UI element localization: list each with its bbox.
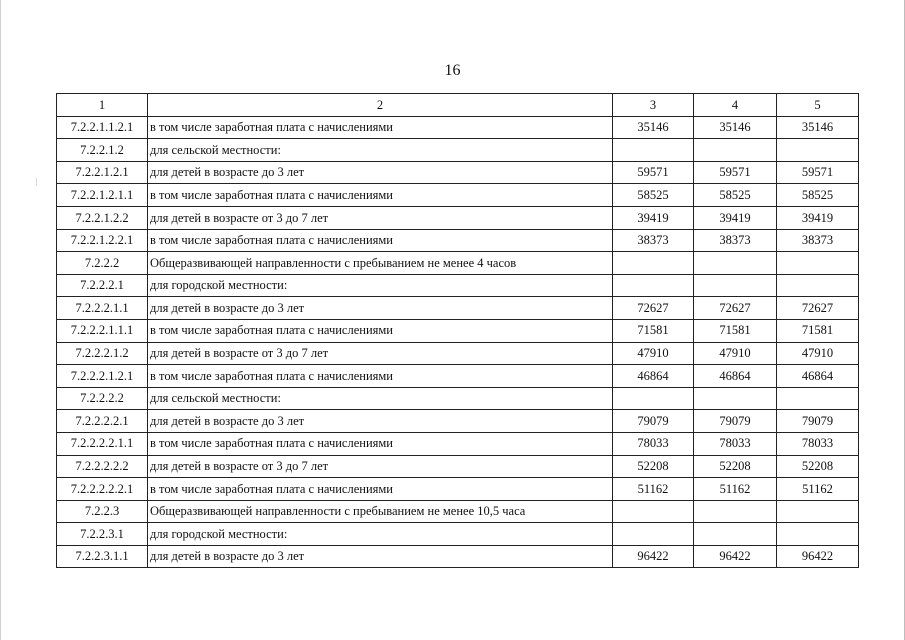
row-description-cell: в том числе заработная плата с начислениями (148, 319, 613, 342)
value-cell-col5: 78033 (777, 432, 859, 455)
row-description-cell: для городской местности: (148, 274, 613, 297)
value-cell-col4: 72627 (694, 297, 777, 320)
column-header: 3 (613, 94, 694, 117)
value-cell-col4: 47910 (694, 342, 777, 365)
page-number: 16 (444, 62, 461, 79)
row-code-cell: 7.2.2.2.1.1 (57, 297, 148, 320)
value-cell-col3: 35146 (613, 116, 694, 139)
table-row (57, 297, 859, 320)
value-cell-col5: 59571 (777, 161, 859, 184)
row-description-cell: для сельской местности: (148, 387, 613, 410)
table-row (57, 387, 859, 410)
row-code-cell: 7.2.2.1.2 (57, 139, 148, 162)
value-cell-col3: 72627 (613, 297, 694, 320)
scan-artifact (36, 178, 37, 186)
value-cell-col4: 39419 (694, 206, 777, 229)
column-header: 5 (777, 94, 859, 117)
table-row (57, 545, 859, 568)
table-row (57, 139, 859, 162)
data-table (56, 93, 859, 568)
value-cell-col4: 79079 (694, 410, 777, 433)
value-cell-col3: 58525 (613, 184, 694, 207)
row-code-cell: 7.2.2.3.1.1 (57, 545, 148, 568)
value-cell-col4: 59571 (694, 161, 777, 184)
row-code-cell: 7.2.2.2.2 (57, 387, 148, 410)
row-code-cell: 7.2.2.2.1 (57, 274, 148, 297)
value-cell-col5 (777, 523, 859, 546)
scan-edge-left (0, 0, 1, 640)
value-cell-col4 (694, 274, 777, 297)
row-description-cell: в том числе заработная плата с начислениями (148, 432, 613, 455)
table-row (57, 365, 859, 388)
table-row (57, 455, 859, 478)
table-row (57, 342, 859, 365)
row-code-cell: 7.2.2.2.2.2 (57, 455, 148, 478)
row-description-cell: в том числе заработная плата с начислениями (148, 184, 613, 207)
column-header: 4 (694, 94, 777, 117)
row-code-cell: 7.2.2.2.2.1 (57, 410, 148, 433)
row-code-cell: 7.2.2.1.2.2 (57, 206, 148, 229)
row-description-cell: в том числе заработная плата с начислениями (148, 478, 613, 501)
value-cell-col3: 47910 (613, 342, 694, 365)
value-cell-col5: 52208 (777, 455, 859, 478)
row-description-cell: для детей в возрасте от 3 до 7 лет (148, 342, 613, 365)
value-cell-col3: 51162 (613, 478, 694, 501)
value-cell-col3 (613, 274, 694, 297)
row-description-cell: для детей в возрасте до 3 лет (148, 297, 613, 320)
value-cell-col3: 38373 (613, 229, 694, 252)
value-cell-col5 (777, 252, 859, 275)
value-cell-col5 (777, 274, 859, 297)
value-cell-col3 (613, 387, 694, 410)
row-description-cell: в том числе заработная плата с начислениями (148, 116, 613, 139)
row-code-cell: 7.2.2.2.2.2.1 (57, 478, 148, 501)
row-code-cell: 7.2.2.1.2.2.1 (57, 229, 148, 252)
row-description-cell: для детей в возрасте от 3 до 7 лет (148, 455, 613, 478)
value-cell-col4 (694, 252, 777, 275)
column-header: 1 (57, 94, 148, 117)
table-row (57, 523, 859, 546)
value-cell-col5: 46864 (777, 365, 859, 388)
value-cell-col3: 39419 (613, 206, 694, 229)
value-cell-col3 (613, 139, 694, 162)
value-cell-col4 (694, 139, 777, 162)
value-cell-col4: 58525 (694, 184, 777, 207)
row-description-cell: для детей в возрасте до 3 лет (148, 161, 613, 184)
row-code-cell: 7.2.2.2.1.2.1 (57, 365, 148, 388)
row-code-cell: 7.2.2.2.1.1.1 (57, 319, 148, 342)
value-cell-col3: 79079 (613, 410, 694, 433)
table-body (57, 116, 859, 568)
value-cell-col4: 71581 (694, 319, 777, 342)
value-cell-col4: 35146 (694, 116, 777, 139)
value-cell-col3: 59571 (613, 161, 694, 184)
value-cell-col4 (694, 500, 777, 523)
value-cell-col3: 96422 (613, 545, 694, 568)
value-cell-col4: 96422 (694, 545, 777, 568)
value-cell-col4: 38373 (694, 229, 777, 252)
row-code-cell: 7.2.2.1.2.1 (57, 161, 148, 184)
row-code-cell: 7.2.2.2.1.2 (57, 342, 148, 365)
value-cell-col3: 78033 (613, 432, 694, 455)
value-cell-col5: 35146 (777, 116, 859, 139)
value-cell-col4: 78033 (694, 432, 777, 455)
value-cell-col5: 79079 (777, 410, 859, 433)
table-row (57, 500, 859, 523)
row-description-cell: в том числе заработная плата с начислениями (148, 229, 613, 252)
table-row (57, 478, 859, 501)
table-row (57, 161, 859, 184)
row-description-cell: Общеразвивающей направленности с пребыванием не менее 4 часов (148, 252, 613, 275)
row-description-cell: в том числе заработная плата с начислениями (148, 365, 613, 388)
table-row (57, 116, 859, 139)
row-code-cell: 7.2.2.3 (57, 500, 148, 523)
column-header: 2 (148, 94, 613, 117)
value-cell-col5 (777, 500, 859, 523)
value-cell-col5: 51162 (777, 478, 859, 501)
value-cell-col5: 38373 (777, 229, 859, 252)
table-row (57, 432, 859, 455)
table-row (57, 229, 859, 252)
row-description-cell: для детей в возрасте до 3 лет (148, 410, 613, 433)
value-cell-col4 (694, 523, 777, 546)
row-description-cell: для городской местности: (148, 523, 613, 546)
table-row (57, 319, 859, 342)
value-cell-col5: 72627 (777, 297, 859, 320)
value-cell-col4: 51162 (694, 478, 777, 501)
row-code-cell: 7.2.2.1.1.2.1 (57, 116, 148, 139)
row-description-cell: для детей в возрасте от 3 до 7 лет (148, 206, 613, 229)
table-row (57, 410, 859, 433)
row-code-cell: 7.2.2.2 (57, 252, 148, 275)
value-cell-col5: 47910 (777, 342, 859, 365)
value-cell-col5: 58525 (777, 184, 859, 207)
table-row (57, 184, 859, 207)
value-cell-col4: 52208 (694, 455, 777, 478)
value-cell-col3 (613, 523, 694, 546)
value-cell-col4: 46864 (694, 365, 777, 388)
value-cell-col5: 39419 (777, 206, 859, 229)
value-cell-col3: 46864 (613, 365, 694, 388)
value-cell-col3 (613, 252, 694, 275)
value-cell-col4 (694, 387, 777, 410)
table-row (57, 274, 859, 297)
row-description-cell: для сельской местности: (148, 139, 613, 162)
value-cell-col5 (777, 387, 859, 410)
row-code-cell: 7.2.2.1.2.1.1 (57, 184, 148, 207)
value-cell-col3: 52208 (613, 455, 694, 478)
row-code-cell: 7.2.2.3.1 (57, 523, 148, 546)
table-row (57, 252, 859, 275)
value-cell-col3 (613, 500, 694, 523)
value-cell-col5: 71581 (777, 319, 859, 342)
value-cell-col3: 71581 (613, 319, 694, 342)
table-header-row (57, 94, 859, 117)
table-row (57, 206, 859, 229)
value-cell-col5: 96422 (777, 545, 859, 568)
row-code-cell: 7.2.2.2.2.1.1 (57, 432, 148, 455)
row-description-cell: для детей в возрасте до 3 лет (148, 545, 613, 568)
row-description-cell: Общеразвивающей направленности с пребыванием не менее 10,5 часа (148, 500, 613, 523)
value-cell-col5 (777, 139, 859, 162)
